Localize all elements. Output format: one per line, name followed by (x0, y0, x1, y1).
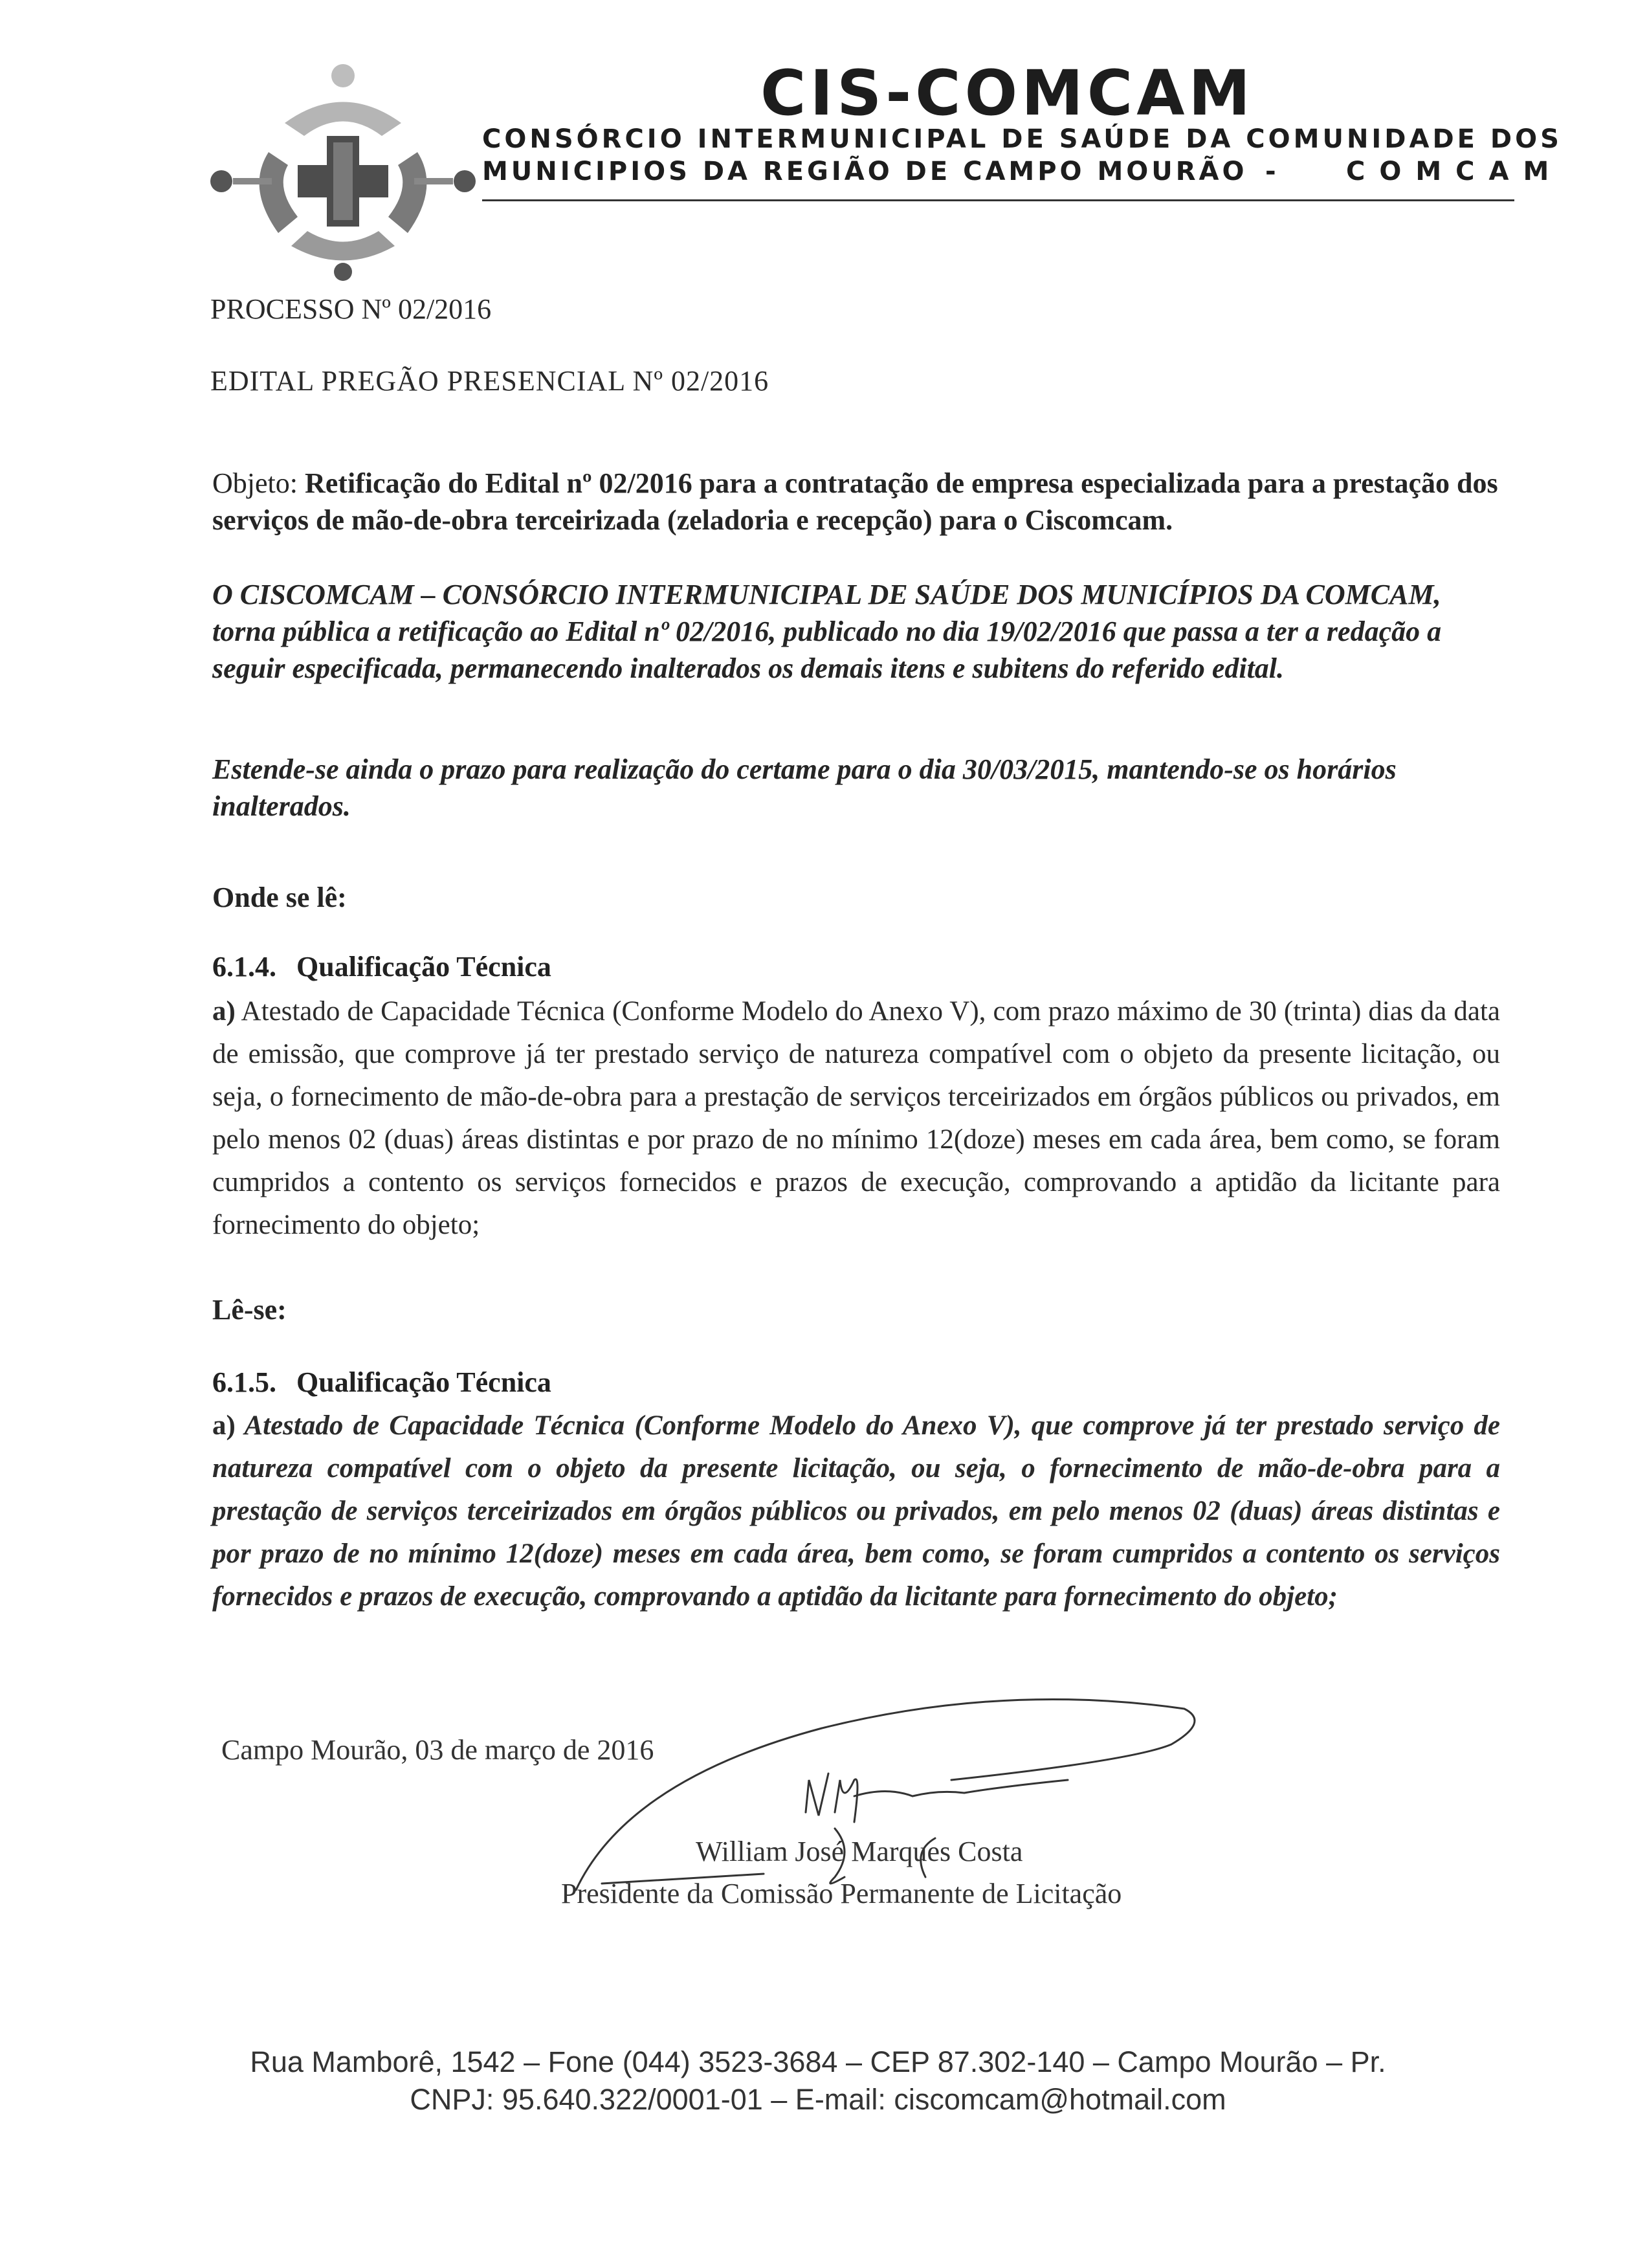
old-section-title: Qualificação Técnica (296, 951, 551, 983)
footer-contact: CNPJ: 95.640.322/0001-01 – E-mail: ciscomcam@hotmail.com (410, 2083, 1226, 2116)
process-number: PROCESSO Nº 02/2016 (210, 293, 492, 325)
retification-paragraph: O CISCOMCAM – CONSÓRCIO INTERMUNICIPAL DE SAÚDE DOS MUNICÍPIOS DA COMCAM, torna pública a retificação ao Edital nº 02/2016, publicado no dia 19/02/2016 que passa a ter a redação a seguir especificada, permanecendo inalterados os demais itens e subitens do referido edital. (212, 579, 1442, 684)
footer-address: Rua Mamborê, 1542 – Fone (044) 3523-3684 – CEP 87.302-140 – Campo Mourão – Pr. (250, 2045, 1386, 2078)
objeto-paragraph (212, 465, 1500, 539)
place-and-date: Campo Mourão, 03 de março de 2016 (221, 1734, 654, 1766)
edital-number: EDITAL PREGÃO PRESENCIAL Nº 02/2016 (210, 365, 769, 397)
old-item-text: Atestado de Capacidade Técnica (Conforme Modelo do Anexo V), com prazo máximo de 30 (trinta) dias da data de emissão, que comprove já ter prestado serviço de natureza compatível com o objeto da presente licitação, ou seja, o fornecimento de mão-de-obra para a prestação de serviços terceirizados em órgãos públicos ou privados, em pelo menos 02 (duas) áreas distintas e por prazo de no mínimo 12(doze) meses em cada área, bem como, se foram cumpridos a contento os serviços fornecidos e prazos de execução, comprovando a aptidão da licitante para fornecimento do objeto; (212, 996, 1500, 1240)
signer-role: Presidente da Comissão Permanente de Licitação (561, 1878, 1122, 1909)
new-section-body (212, 1405, 1500, 1618)
old-section-number: 6.1.4. (212, 951, 276, 983)
new-item-text: Atestado de Capacidade Técnica (Conforme Modelo do Anexo V), que comprove já ter prestado serviço de natureza compatível com o objeto da presente licitação, ou seja, o fornecimento de mão-de-obra para a prestação de serviços terceirizados em órgãos públicos ou privados, em pelo menos 02 (duas) áreas distintas e por prazo de no mínimo 12(doze) meses em cada área, bem como, se foram cumpridos a contento os serviços fornecidos e prazos de execução, comprovando a aptidão da licitante para fornecimento do objeto; (212, 1410, 1501, 1612)
letterhead-divider (482, 199, 1514, 201)
new-section-heading (212, 1366, 551, 1399)
org-full-name-line1: CONSÓRCIO INTERMUNICIPAL DE SAÚDE DA COMUNIDADE DOS (482, 124, 1562, 154)
onde-se-le-label: Onde se lê: (212, 882, 347, 913)
new-item-label: a) (212, 1410, 236, 1441)
org-short-name: CIS-COMCAM (760, 57, 1255, 129)
org-abbreviation: COMCAM (1346, 157, 1564, 186)
le-se-label: Lê-se: (212, 1294, 287, 1326)
deadline-extension-paragraph: Estende-se ainda o prazo para realização do certame para o dia 30/03/2015, mantendo-se os horários inalterados. (212, 753, 1397, 822)
new-section-title: Qualificação Técnica (296, 1366, 551, 1398)
new-section-number: 6.1.5. (212, 1366, 276, 1398)
signer-name: William José Marques Costa (696, 1836, 1023, 1867)
org-separator: - (1265, 157, 1276, 186)
objeto-text: Retificação do Edital nº 02/2016 para a contratação de empresa especializada para a prestação dos serviços de mão-de-obra terceirizada (zeladoria e recepção) para o Ciscomcam. (212, 467, 1498, 536)
old-section-body (212, 990, 1500, 1247)
medical-cross-logo-icon (207, 61, 479, 282)
org-full-name-line2: MUNICIPIOS DA REGIÃO DE CAMPO MOURÃO (482, 157, 1248, 186)
old-item-label: a) (212, 996, 236, 1027)
objeto-label: Objeto: (212, 467, 298, 499)
old-section-heading (212, 950, 551, 983)
